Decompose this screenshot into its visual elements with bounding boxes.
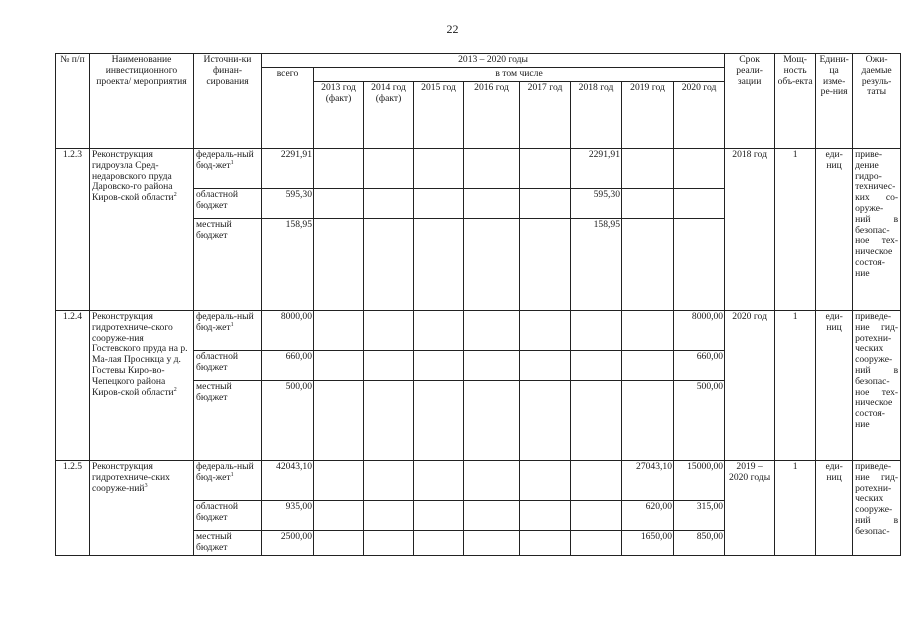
funding-year-value: [622, 219, 674, 311]
funding-source-text: областной бюджет: [196, 351, 239, 373]
funding-year-value: [464, 149, 520, 189]
funding-year-value: [364, 351, 414, 381]
funding-source: [194, 381, 262, 461]
funding-year-value: [364, 219, 414, 311]
funding-year-value: [414, 381, 464, 461]
header-source: Источни-ки финан-сирования: [194, 54, 262, 149]
funding-year-value: [464, 351, 520, 381]
funding-year-value: 158,95: [571, 219, 622, 311]
project-unit: еди-ниц: [816, 149, 853, 311]
funding-year-value: [464, 219, 520, 311]
funding-total: 158,95: [262, 219, 314, 311]
funding-source: [194, 501, 262, 531]
funding-year-value: [364, 501, 414, 531]
table-row: [56, 149, 901, 189]
funding-year-value: [314, 531, 364, 556]
funding-year-value: [314, 501, 364, 531]
funding-source-footnote: 1: [230, 159, 234, 166]
funding-year-value: [314, 381, 364, 461]
funding-year-value: [520, 501, 571, 531]
project-name: [90, 311, 194, 461]
funding-year-value: [674, 189, 725, 219]
header-name: Наименование инвестиционного проекта/ мероприятия: [90, 54, 194, 149]
funding-source-text: местный бюджет: [196, 381, 232, 403]
funding-year-value: [520, 381, 571, 461]
funding-year-value: [414, 461, 464, 501]
funding-year-value: [414, 351, 464, 381]
funding-source: [194, 351, 262, 381]
header-total: всего: [262, 68, 314, 149]
funding-year-value: [622, 351, 674, 381]
funding-year-value: [520, 351, 571, 381]
funding-total: 2500,00: [262, 531, 314, 556]
funding-source: [194, 219, 262, 311]
funding-year-value: [314, 461, 364, 501]
funding-source-text: федераль-ный бюд-жет: [196, 149, 254, 171]
funding-year-value: [520, 461, 571, 501]
header-period: 2013 – 2020 годы: [262, 54, 725, 68]
project-num: 1.2.3: [56, 149, 90, 311]
project-result: приведе-ние гид-ротехни-ческих сооруже-ний в безопас-ное тех-ническое состоя-ние: [853, 311, 901, 461]
funding-year-value: 2291,91: [571, 149, 622, 189]
funding-year-value: [520, 219, 571, 311]
table-row: [56, 311, 901, 351]
header-year: 2017 год: [520, 82, 571, 149]
funding-year-value: [414, 189, 464, 219]
header-year: 2015 год: [414, 82, 464, 149]
funding-year-value: [571, 501, 622, 531]
funding-year-value: 500,00: [674, 381, 725, 461]
funding-year-value: [414, 149, 464, 189]
project-name: [90, 461, 194, 556]
funding-source-text: местный бюджет: [196, 531, 232, 553]
funding-year-value: [571, 351, 622, 381]
funding-total: 42043,10: [262, 461, 314, 501]
funding-year-value: [364, 149, 414, 189]
funding-year-value: [464, 189, 520, 219]
page-number: 22: [446, 22, 459, 36]
funding-year-value: [622, 381, 674, 461]
funding-total: 935,00: [262, 501, 314, 531]
funding-year-value: 27043,10: [622, 461, 674, 501]
header-year: 2018 год: [571, 82, 622, 149]
funding-year-value: [622, 149, 674, 189]
funding-year-value: [622, 311, 674, 351]
table-body: [56, 149, 901, 556]
funding-total: 660,00: [262, 351, 314, 381]
header-year: 2013 год (факт): [314, 82, 364, 149]
header-result: Ожи-даемые резуль-таты: [853, 54, 901, 149]
funding-year-value: 660,00: [674, 351, 725, 381]
funding-source: [194, 149, 262, 189]
investment-table: [55, 53, 901, 556]
funding-year-value: [464, 311, 520, 351]
funding-total: 595,30: [262, 189, 314, 219]
project-result: приведе-ние гид-ротехни-ческих сооруже-ний в безопас-: [853, 461, 901, 556]
funding-year-value: [571, 461, 622, 501]
funding-year-value: 8000,00: [674, 311, 725, 351]
funding-source-footnote: 1: [230, 321, 234, 328]
funding-year-value: [520, 531, 571, 556]
funding-year-value: [414, 311, 464, 351]
header-year: 2014 год (факт): [364, 82, 414, 149]
funding-year-value: [674, 149, 725, 189]
header-year: 2020 год: [674, 82, 725, 149]
funding-year-value: [464, 381, 520, 461]
project-num: 1.2.4: [56, 311, 90, 461]
header-unit: Едини-ца изме-ре-ния: [816, 54, 853, 149]
funding-year-value: 595,30: [571, 189, 622, 219]
funding-year-value: [364, 461, 414, 501]
funding-year-value: 15000,00: [674, 461, 725, 501]
header-num: № п/п: [56, 54, 90, 149]
project-term: 2018 год: [725, 149, 775, 311]
funding-source-text: местный бюджет: [196, 219, 232, 241]
funding-year-value: [520, 311, 571, 351]
funding-year-value: [520, 189, 571, 219]
project-name-footnote: 3: [144, 482, 148, 489]
project-term: 2019 – 2020 годы: [725, 461, 775, 556]
project-name-footnote: 2: [173, 192, 177, 198]
funding-source-footnote: 1: [230, 471, 234, 478]
funding-year-value: [314, 149, 364, 189]
funding-year-value: [364, 311, 414, 351]
funding-year-value: [414, 219, 464, 311]
header-capacity: Мощ-ность объ-екта: [775, 54, 816, 149]
project-term: 2020 год: [725, 311, 775, 461]
funding-year-value: [674, 219, 725, 311]
project-capacity: 1: [775, 311, 816, 461]
funding-source-text: областной бюджет: [196, 501, 239, 523]
funding-year-value: [314, 189, 364, 219]
funding-year-value: 850,00: [674, 531, 725, 556]
funding-year-value: [314, 351, 364, 381]
funding-source-text: федераль-ный бюд-жет: [196, 461, 254, 483]
funding-year-value: [414, 501, 464, 531]
funding-total: 2291,91: [262, 149, 314, 189]
funding-source: [194, 311, 262, 351]
funding-year-value: [314, 219, 364, 311]
funding-year-value: [571, 381, 622, 461]
project-name-footnote: 2: [173, 386, 177, 393]
funding-year-value: 1650,00: [622, 531, 674, 556]
funding-year-value: [464, 531, 520, 556]
funding-source: [194, 461, 262, 501]
header-year: 2019 год: [622, 82, 674, 149]
funding-year-value: [314, 311, 364, 351]
header-year: 2016 год: [464, 82, 520, 149]
header-term: Срок реали-зации: [725, 54, 775, 149]
project-result: приве-дение гидро-техничес-ких со-оруже-ний в безопас-ное тех-ническое состоя-ние: [853, 149, 901, 311]
project-name-text: Реконструкция гидроузла Сред-недаровского пруда Даровско-го района Киров-ской области: [92, 149, 174, 204]
project-capacity: 1: [775, 461, 816, 556]
project-unit: еди-ниц: [816, 311, 853, 461]
funding-year-value: [571, 531, 622, 556]
project-num: 1.2.5: [56, 461, 90, 556]
funding-year-value: [571, 311, 622, 351]
project-name: [90, 149, 194, 311]
funding-year-value: 315,00: [674, 501, 725, 531]
table-row: [56, 461, 901, 501]
funding-year-value: [520, 149, 571, 189]
funding-year-value: [464, 501, 520, 531]
funding-total: 8000,00: [262, 311, 314, 351]
project-name-text: Реконструкция гидротехниче-ских сооруже-ний: [92, 461, 170, 494]
funding-year-value: [622, 189, 674, 219]
funding-year-value: [364, 381, 414, 461]
funding-source: [194, 189, 262, 219]
funding-year-value: [364, 531, 414, 556]
funding-source: [194, 531, 262, 556]
funding-year-value: [464, 461, 520, 501]
funding-total: 500,00: [262, 381, 314, 461]
header-row-1: [56, 54, 901, 68]
funding-source-text: областной бюджет: [196, 189, 239, 211]
funding-year-value: 620,00: [622, 501, 674, 531]
project-unit: еди-ниц: [816, 461, 853, 556]
funding-year-value: [364, 189, 414, 219]
funding-source-text: федераль-ный бюд-жет: [196, 311, 254, 333]
header-including: в том числе: [314, 68, 725, 82]
project-capacity: 1: [775, 149, 816, 311]
project-name-text: Реконструкция гидротехниче-ского сооруже-ния Гостевского пруда на р. Ма-лая Проснкца у д. Гостевы Киро-во-Чепецкого района Киров-ской области: [92, 311, 188, 398]
table-header: [56, 54, 901, 149]
funding-year-value: [414, 531, 464, 556]
